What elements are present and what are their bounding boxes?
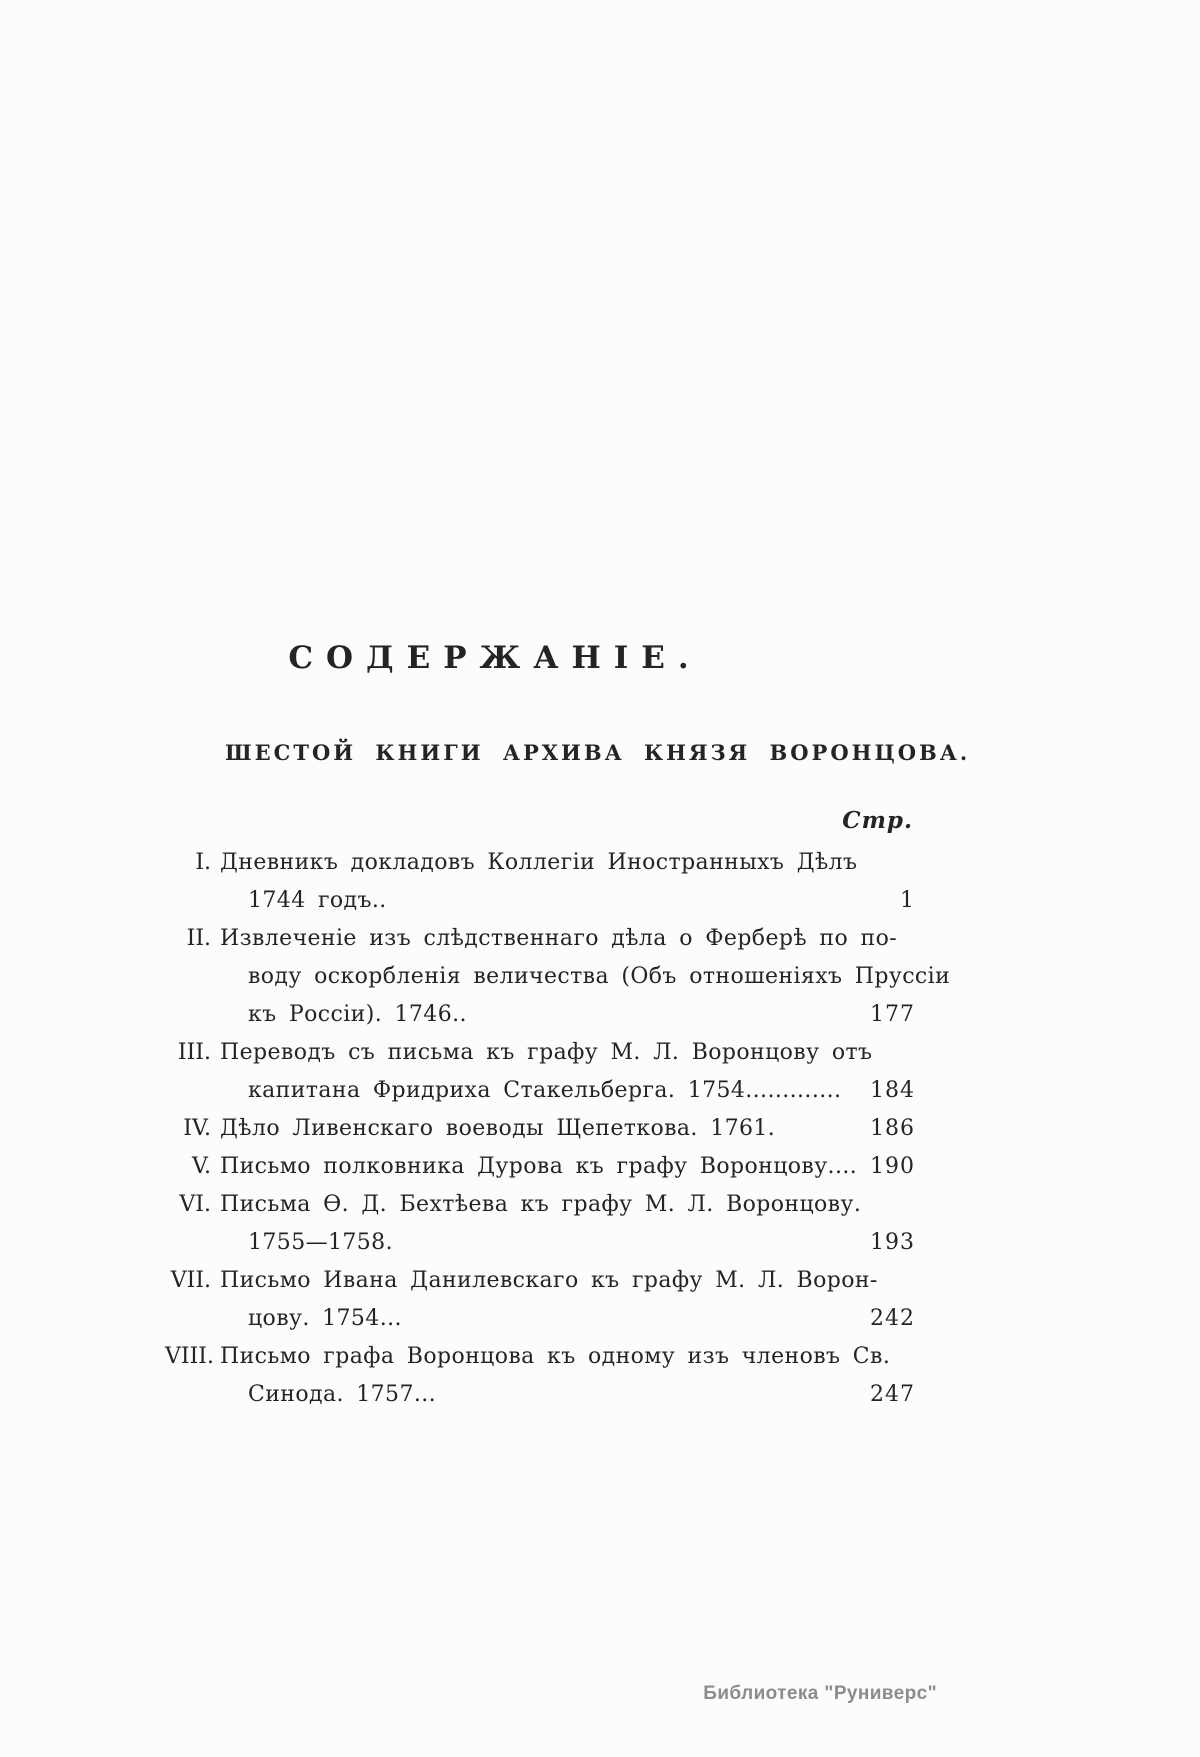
- entry-text: [220, 1338, 960, 1414]
- entry-line: 1755—1758.: [248, 1230, 393, 1255]
- toc-entry-3: [165, 1034, 915, 1110]
- entry-numeral: VIII.: [165, 1344, 214, 1369]
- entry-numeral: VII.: [170, 1268, 211, 1293]
- entry-page-number: 247: [870, 1382, 915, 1407]
- toc-entry-1: [165, 844, 915, 920]
- entry-line: Переводъ съ письма къ графу М. Л. Воронцову отъ: [220, 1040, 873, 1065]
- entry-line: Письмо полковника Дурова къ графу Воронцову....: [220, 1154, 858, 1179]
- entry-line: Дѣло Ливенскаго воеводы Щепеткова. 1761.: [220, 1116, 776, 1141]
- entry-numeral: VI.: [179, 1192, 211, 1217]
- entry-line: къ Россіи). 1746..: [248, 1002, 467, 1027]
- page-column-header: Стр.: [842, 807, 913, 834]
- entry-numeral: V.: [191, 1154, 211, 1179]
- entry-text: [220, 1262, 948, 1338]
- entry-line: воду оскорбленія величества (Объ отношеніяхъ Пруссіи: [248, 964, 951, 989]
- entry-numeral: IV.: [183, 1116, 211, 1141]
- entry-line: Извлеченіе изъ слѣдственнаго дѣла о Ферберѣ по по-: [220, 926, 898, 951]
- entry-text: [220, 1110, 915, 1148]
- toc-entry-4: [165, 1110, 915, 1148]
- entry-line: Письма Ѳ. Д. Бехтѣева къ графу М. Л. Воронцову.: [220, 1192, 862, 1217]
- toc-entry-7: [165, 1262, 915, 1338]
- table-of-contents: [165, 844, 951, 1414]
- entry-line: Синода. 1757...: [248, 1382, 437, 1407]
- entry-numeral: II.: [186, 926, 211, 951]
- page-subtitle: ШЕСТОЙ КНИГИ АРХИВА КНЯЗЯ ВОРОНЦОВА.: [225, 740, 971, 765]
- entry-numeral: III.: [177, 1040, 211, 1065]
- library-watermark: Библиотека "Руниверс": [703, 1683, 937, 1704]
- entry-page-number: 193: [870, 1230, 915, 1255]
- toc-entry-8: [165, 1338, 915, 1414]
- entry-text: [220, 1034, 942, 1110]
- entry-text: [220, 844, 927, 920]
- entry-page-number: 242: [870, 1306, 915, 1331]
- entry-line: капитана Фридриха Стакельберга. 1754.............: [248, 1078, 842, 1103]
- toc-entry-6: [165, 1186, 915, 1262]
- entry-page-number: 1: [900, 888, 915, 913]
- entry-line: Письмо графа Воронцова къ одному изъ членовъ Св.: [220, 1344, 891, 1369]
- entry-text: [220, 1148, 927, 1186]
- entry-text: [220, 1186, 931, 1262]
- page-content: [165, 640, 971, 1414]
- entry-numeral: I.: [195, 850, 211, 875]
- entry-page-number: 186: [870, 1116, 915, 1141]
- entry-line: цову. 1754...: [248, 1306, 402, 1331]
- entry-page-number: 184: [870, 1078, 915, 1103]
- entry-page-number: 177: [870, 1002, 915, 1027]
- entry-line: Дневникъ докладовъ Коллегіи Иностранныхъ Дѣлъ: [220, 850, 858, 875]
- toc-entry-5: [165, 1148, 915, 1186]
- entry-line: 1744 годъ..: [248, 888, 387, 913]
- toc-entry-2: [165, 920, 951, 1034]
- page-title: СОДЕРЖАНІЕ.: [288, 640, 702, 676]
- entry-line: Письмо Ивана Данилевскаго къ графу М. Л. Ворон-: [220, 1268, 878, 1293]
- entry-page-number: 190: [870, 1154, 915, 1179]
